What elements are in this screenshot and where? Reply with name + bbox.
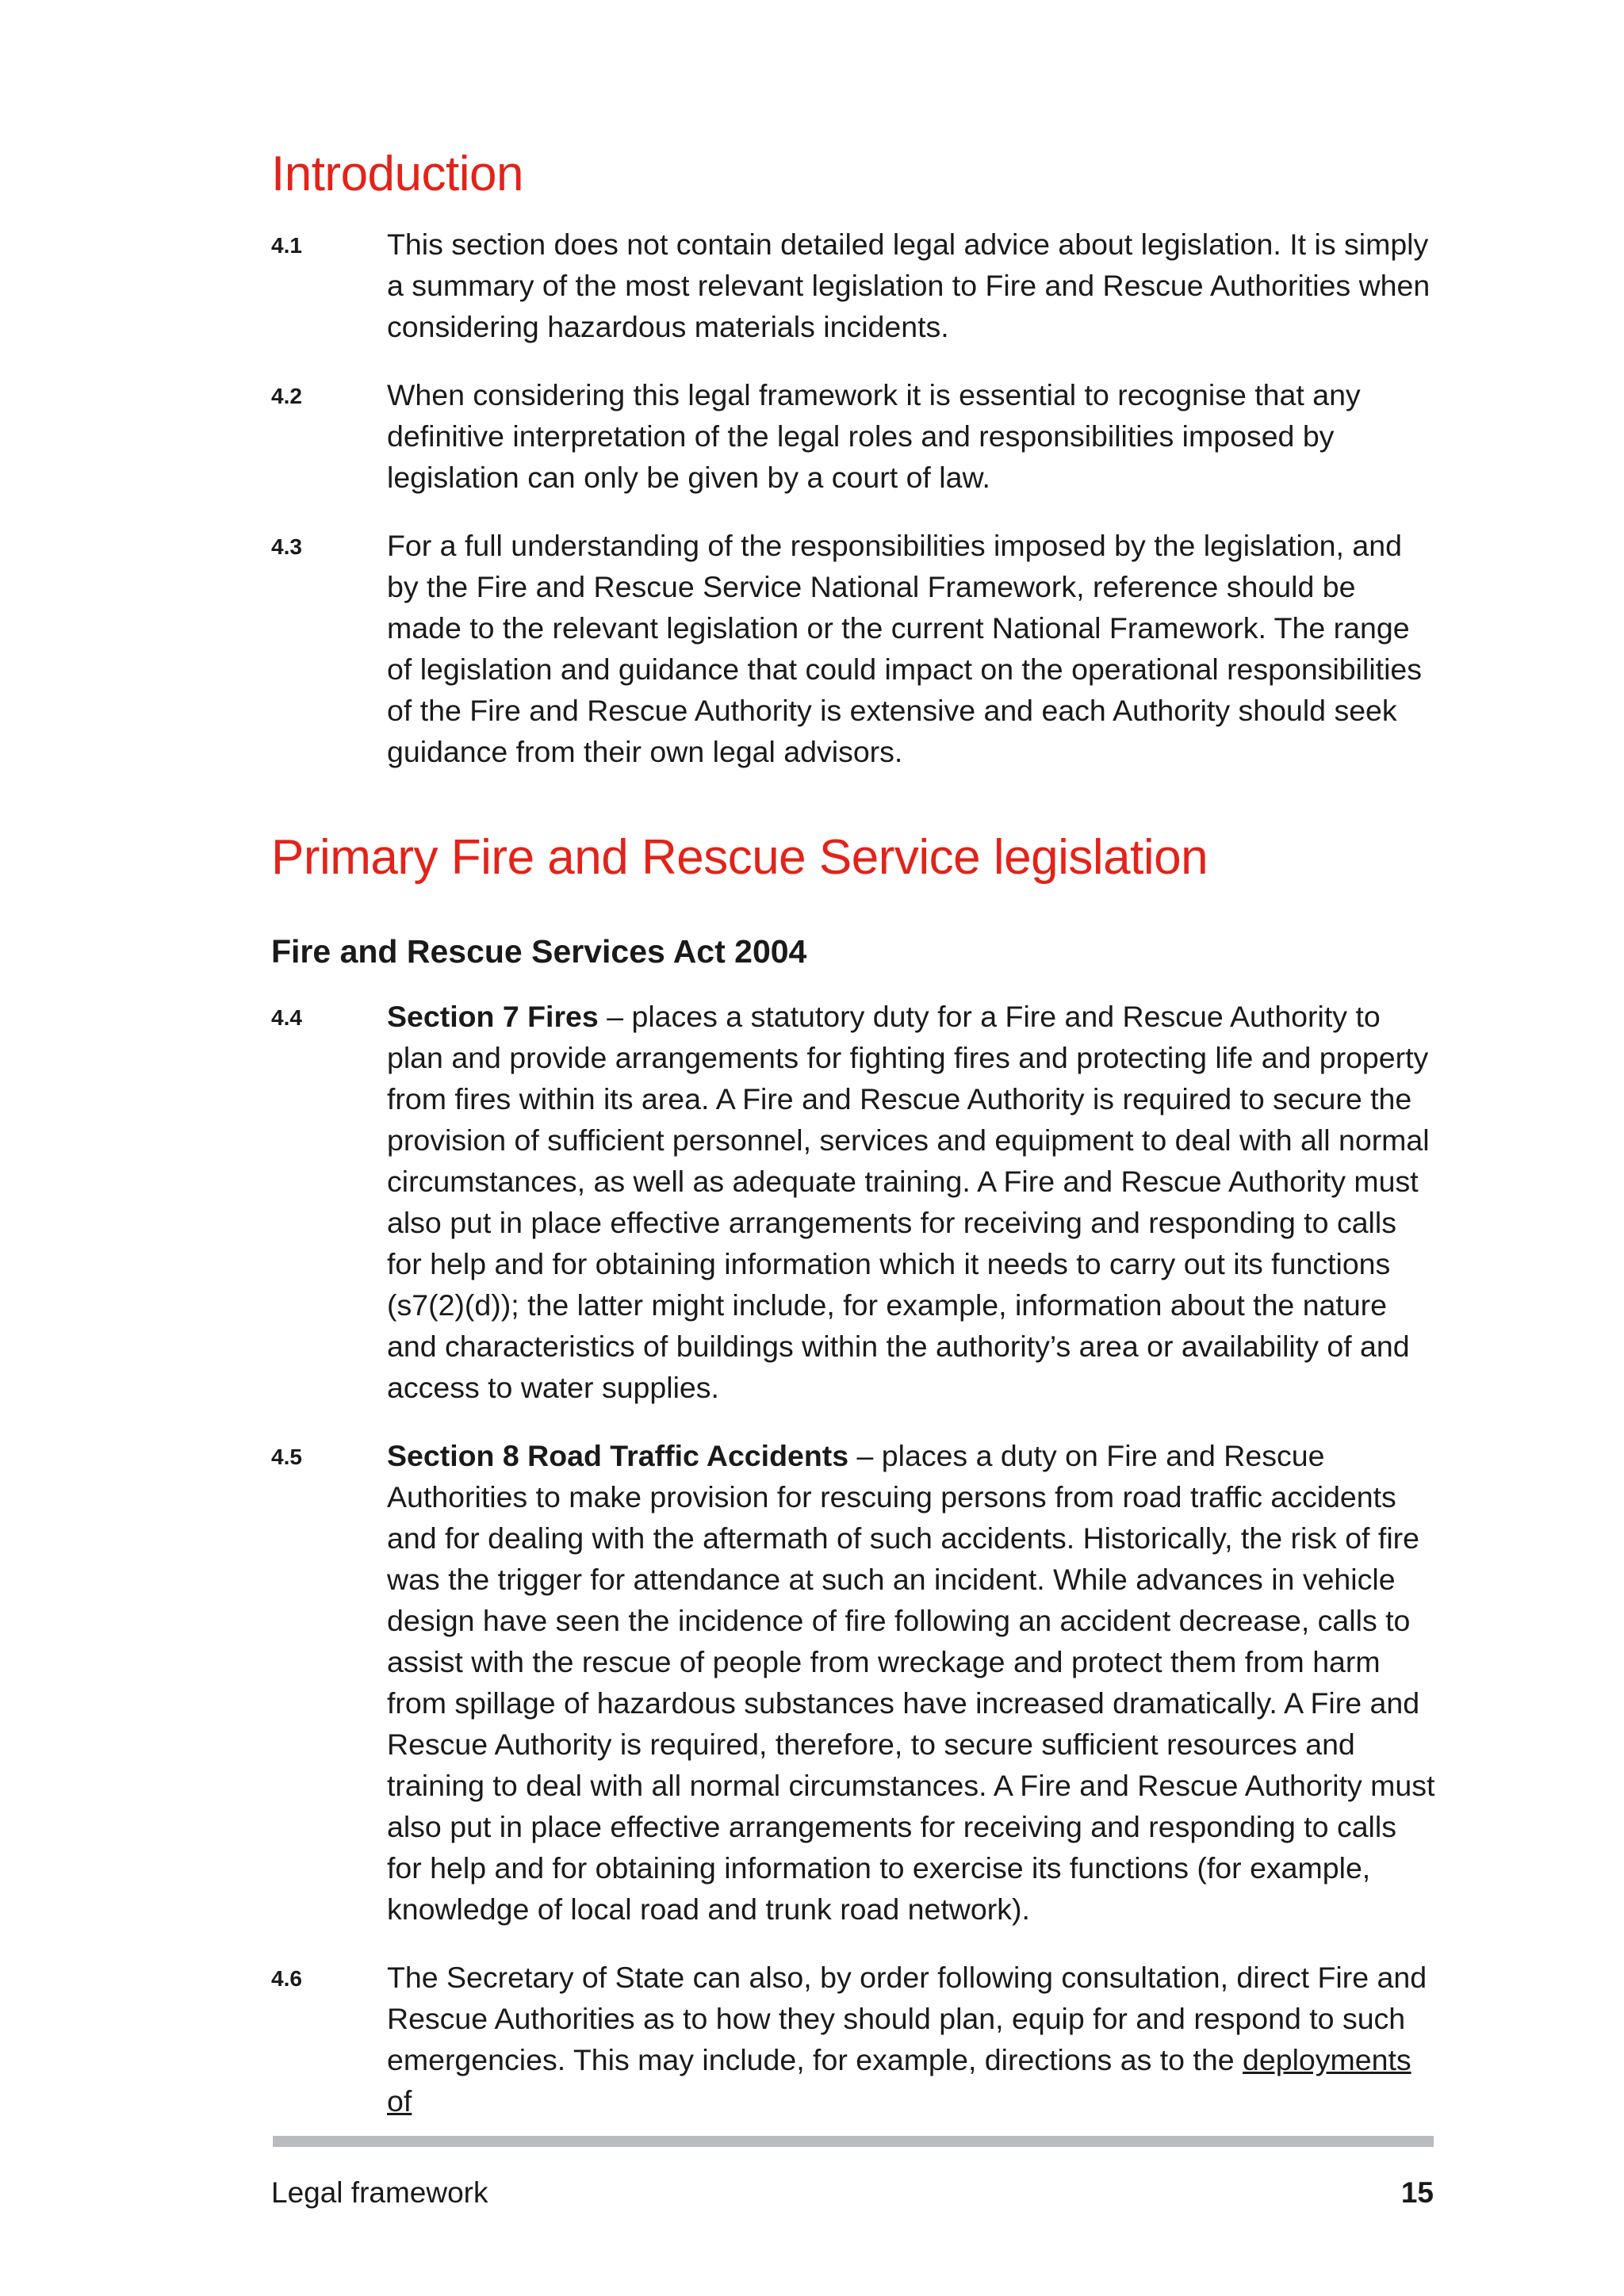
- paragraph-4-1: [271, 224, 1435, 347]
- introduction-heading: Introduction: [271, 147, 523, 201]
- paragraph-text: This section does not contain detailed legal advice about legislation. It is simply a summary of the most relevant legislation to Fire and Rescue Authorities when considering hazardous materials incidents.: [387, 228, 1431, 343]
- paragraph-lead: Section 7 Fires: [387, 1000, 599, 1033]
- paragraph-4-5: [271, 1435, 1435, 1930]
- footer-divider: [273, 2136, 1434, 2147]
- page-number: 15: [1400, 2176, 1434, 2209]
- paragraph-4-6: [271, 1957, 1435, 2122]
- paragraph-text: – places a statutory duty for a Fire and Rescue Authority to plan and provide arrangements for fighting fires and protecting life and property from fires within its area. A Fire and Rescue Authority is required to secure the provision of sufficient personnel, services and equipment to deal with all normal circumstances, as well as adequate training. A Fire and Rescue Authority must also put in place effective arrangements for receiving and responding to calls for help and for obtaining information which it needs to carry out its functions (s7(2)(d)); the latter might include, for example, information about the nature and characteristics of buildings within the authority’s area or availability of and access to water supplies.: [387, 1000, 1430, 1404]
- paragraph-number: 4.3: [271, 534, 302, 559]
- paragraph-text: – places a duty on Fire and Rescue Authorities to make provision for rescuing persons from road traffic accidents and for dealing with the aftermath of such accidents. Historically, the risk of fire was the trigger for attendance at such an incident. While advances in vehicle design have seen the incidence of fire following an accident decrease, calls to assist with the rescue of people from wreckage and protect them from harm from spillage of hazardous substances have increased dramatically. A Fire and Rescue Authority is required, therefore, to secure sufficient resources and training to deal with all normal circumstances. A Fire and Rescue Authority must also put in place effective arrangements for receiving and responding to calls for help and for obtaining information to exercise its functions (for example, knowledge of local road and trunk road network).: [387, 1439, 1435, 1926]
- document-page: [271, 143, 1435, 2149]
- paragraph-number: 4.1: [271, 233, 302, 258]
- deployments-link[interactable]: deployments of: [387, 2043, 1411, 2118]
- paragraph-4-2: [271, 374, 1435, 498]
- paragraph-text: For a full understanding of the responsibilities imposed by the legislation, and by the Fire and Rescue Service National Framework, reference should be made to the relevant legislation or the current National Framework. The range of legislation and guidance that could impact on the operational responsibilities of the Fire and Rescue Authority is extensive and each Authority should seek guidance from their own legal advisors.: [387, 529, 1423, 768]
- paragraph-text: The Secretary of State can also, by order following consultation, direct Fire and Rescue Authorities as to how they should plan, equip for and respond to such emergencies. This may include, for example, directions as to the: [387, 1961, 1427, 2076]
- paragraph-number: 4.4: [271, 1005, 302, 1030]
- paragraph-number: 4.6: [271, 1966, 302, 1991]
- act-subheading: Fire and Rescue Services Act 2004: [271, 933, 807, 970]
- primary-legislation-heading: Primary Fire and Rescue Service legislation: [271, 830, 1208, 885]
- paragraph-number: 4.2: [271, 384, 302, 408]
- paragraph-4-4: [271, 996, 1435, 1408]
- paragraph-text: When considering this legal framework it is essential to recognise that any definitive interpretation of the legal roles and responsibilities imposed by legislation can only be given by a court of law.: [387, 378, 1361, 494]
- paragraph-number: 4.5: [271, 1445, 302, 1469]
- paragraph-lead: Section 8 Road Traffic Accidents: [387, 1439, 849, 1472]
- paragraph-4-3: [271, 525, 1435, 772]
- footer-section-title: Legal framework: [271, 2176, 488, 2209]
